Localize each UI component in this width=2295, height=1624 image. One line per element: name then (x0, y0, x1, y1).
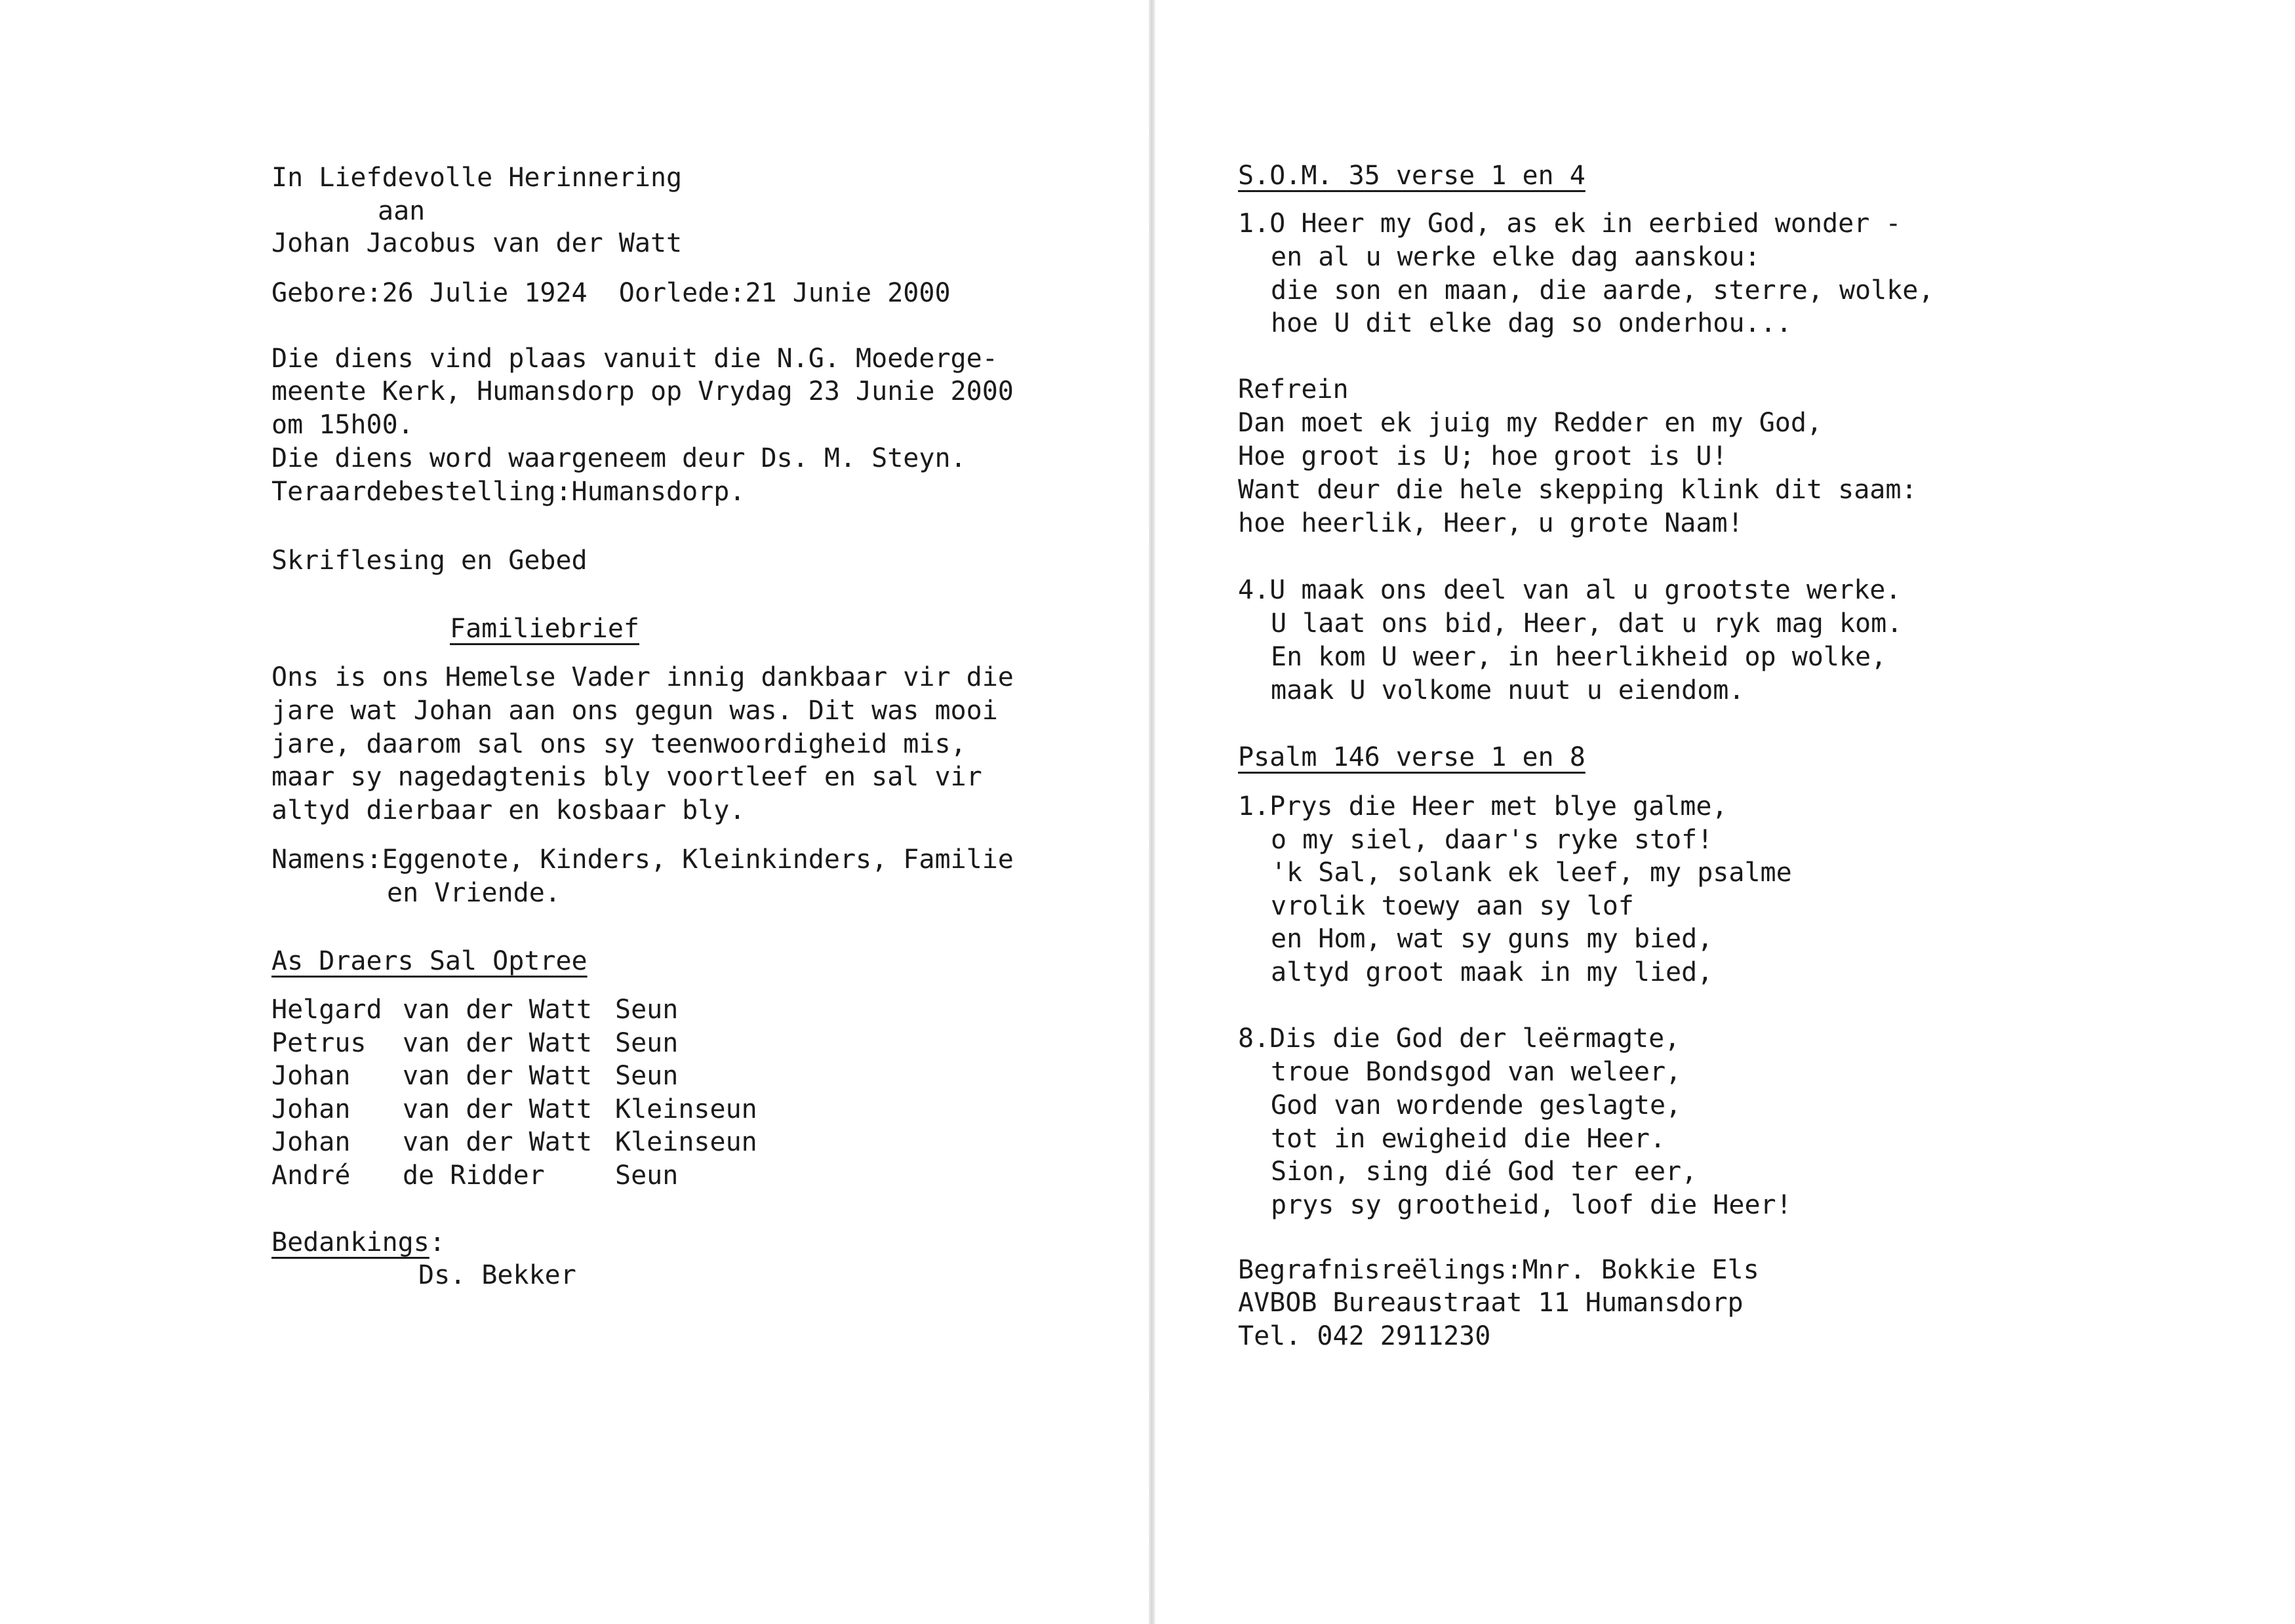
refrain-line: Want deur die hele skepping klink dit saam: (1238, 475, 1917, 505)
family-letter-line: jare wat Johan aan ons gegun was. Dit was mooi (271, 696, 998, 726)
hymn2-verse1-line: en Hom, wat sy guns my bied, (1271, 924, 1713, 954)
pallbearer-surname: van der Watt (403, 1061, 592, 1091)
on-behalf-line: Namens:Eggenote, Kinders, Kleinkinders, Familie (271, 844, 1014, 875)
pallbearer-first-name: Johan (271, 1127, 351, 1157)
service-line: Die diens vind plaas vanuit die N.G. Moederge- (271, 344, 998, 374)
pallbearer-row (271, 1027, 862, 1060)
service-line: om 15h00. (271, 410, 414, 440)
pallbearer-surname: van der Watt (403, 1094, 592, 1124)
refrain-line: Dan moet ek juig my Redder en my God, (1238, 408, 1823, 438)
hymn1-verse4-line: En kom U weer, in heerlikheid op wolke, (1271, 642, 1887, 672)
pallbearer-row (271, 1093, 862, 1126)
pallbearer-row (271, 993, 862, 1026)
pallbearer-relation: Seun (615, 1028, 679, 1058)
pallbearer-surname: van der Watt (403, 1028, 592, 1058)
service-line: Die diens word waargeneem deur Ds. M. Steyn. (271, 443, 967, 473)
pallbearer-first-name: Petrus (271, 1028, 367, 1058)
memorial-heading-aan: aan (378, 196, 426, 226)
pallbearer-first-name: Johan (271, 1094, 351, 1124)
hymn1-verse4-line: U laat ons bid, Heer, dat u ryk mag kom. (1271, 608, 1903, 639)
pallbearer-row (271, 1126, 862, 1159)
funeral-arrangements-line: Tel. 042 2911230 (1238, 1321, 1491, 1351)
hymn1-verse1-line: en al u werke elke dag aanskou: (1271, 242, 1761, 272)
funeral-arrangements-line: Begrafnisreëlings:Mnr. Bokkie Els (1238, 1255, 1759, 1285)
scripture-reading: Skriflesing en Gebed (271, 545, 588, 576)
family-letter-line: jare, daarom sal ons sy teenwoordigheid mis, (271, 729, 967, 759)
family-letter-line: maar sy nagedagtenis bly voortleef en sal vir (271, 762, 982, 792)
family-letter-title: Familiebrief (450, 614, 639, 644)
thanks-title: Bedankings (271, 1227, 429, 1258)
pallbearer-surname: de Ridder (403, 1160, 545, 1191)
pallbearer-first-name: Helgard (271, 995, 382, 1025)
hymn2-verse1-line: 'k Sal, solank ek leef, my psalme (1271, 858, 1792, 888)
pallbearer-relation: Seun (615, 1061, 679, 1091)
hymn1-verse1-line: hoe U dit elke dag so onderhou... (1271, 308, 1792, 338)
hymn2-verse8-line: troue Bondsgod van weleer, (1271, 1057, 1682, 1087)
pallbearer-first-name: André (271, 1160, 351, 1191)
pallbearer-surname: van der Watt (403, 995, 592, 1025)
hymn2-verse8-line: prys sy grootheid, loof die Heer! (1271, 1190, 1792, 1220)
hymn1-verse4-line: 4.U maak ons deel van al u grootste werke. (1238, 575, 1902, 605)
hymn2-title: Psalm 146 verse 1 en 8 (1238, 742, 1586, 772)
family-letter-line: altyd dierbaar en kosbaar bly. (271, 795, 746, 825)
family-letter-line: Ons is ons Hemelse Vader innig dankbaar vir die (271, 662, 1014, 692)
refrain-label: Refrein (1238, 374, 1349, 405)
hymn1-title: S.O.M. 35 verse 1 en 4 (1238, 161, 1586, 191)
birth-death-dates: Gebore:26 Julie 1924 Oorlede:21 Junie 2000 (271, 278, 951, 308)
thanks-heading (271, 1226, 445, 1259)
refrain-line: hoe heerlik, Heer, u grote Naam! (1238, 508, 1744, 538)
thanks-colon: : (429, 1227, 445, 1258)
hymn2-verse1-line: altyd groot maak in my lied, (1271, 957, 1713, 987)
hymn2-verse1-line: 1.Prys die Heer met blye galme, (1238, 791, 1728, 822)
hymn2-verse8-line: Sion, sing dié God ter eer, (1271, 1157, 1698, 1187)
on-behalf-line: en Vriende. (387, 878, 561, 908)
pallbearer-relation: Seun (615, 1160, 679, 1191)
hymn2-verse1-line: vrolik toewy aan sy lof (1271, 891, 1634, 921)
page-fold (1149, 0, 1155, 1624)
memorial-heading: In Liefdevolle Herinnering (271, 163, 683, 193)
deceased-name: Johan Jacobus van der Watt (271, 228, 683, 258)
funeral-arrangements-line: AVBOB Bureaustraat 11 Humansdorp (1238, 1288, 1744, 1318)
service-line: meente Kerk, Humansdorp op Vrydag 23 Junie 2000 (271, 376, 1014, 406)
refrain-line: Hoe groot is U; hoe groot is U! (1238, 441, 1728, 471)
pallbearer-relation: Kleinseun (615, 1127, 757, 1157)
service-line: Teraardebestelling:Humansdorp. (271, 477, 746, 507)
hymn2-verse1-line: o my siel, daar's ryke stof! (1271, 825, 1713, 855)
pallbearer-surname: van der Watt (403, 1127, 592, 1157)
hymn2-verse8-line: 8.Dis die God der leërmagte, (1238, 1023, 1681, 1054)
hymn1-verse4-line: maak U volkome nuut u eiendom. (1271, 675, 1745, 705)
pallbearer-relation: Seun (615, 995, 679, 1025)
pallbearers-title: As Draers Sal Optree (271, 946, 588, 976)
pallbearer-first-name: Johan (271, 1061, 351, 1091)
hymn2-verse8-line: tot in ewigheid die Heer. (1271, 1124, 1666, 1154)
thanks-person: Ds. Bekker (418, 1260, 576, 1290)
hymn1-verse1-line: 1.O Heer my God, as ek in eerbied wonder - (1238, 208, 1902, 239)
pallbearer-row (271, 1060, 862, 1092)
hymn2-verse8-line: God van wordende geslagte, (1271, 1090, 1682, 1120)
pallbearer-relation: Kleinseun (615, 1094, 757, 1124)
right-page (1155, 0, 2295, 1624)
hymn1-verse1-line: die son en maan, die aarde, sterre, wolke, (1271, 275, 1934, 306)
pallbearer-row (271, 1159, 862, 1192)
